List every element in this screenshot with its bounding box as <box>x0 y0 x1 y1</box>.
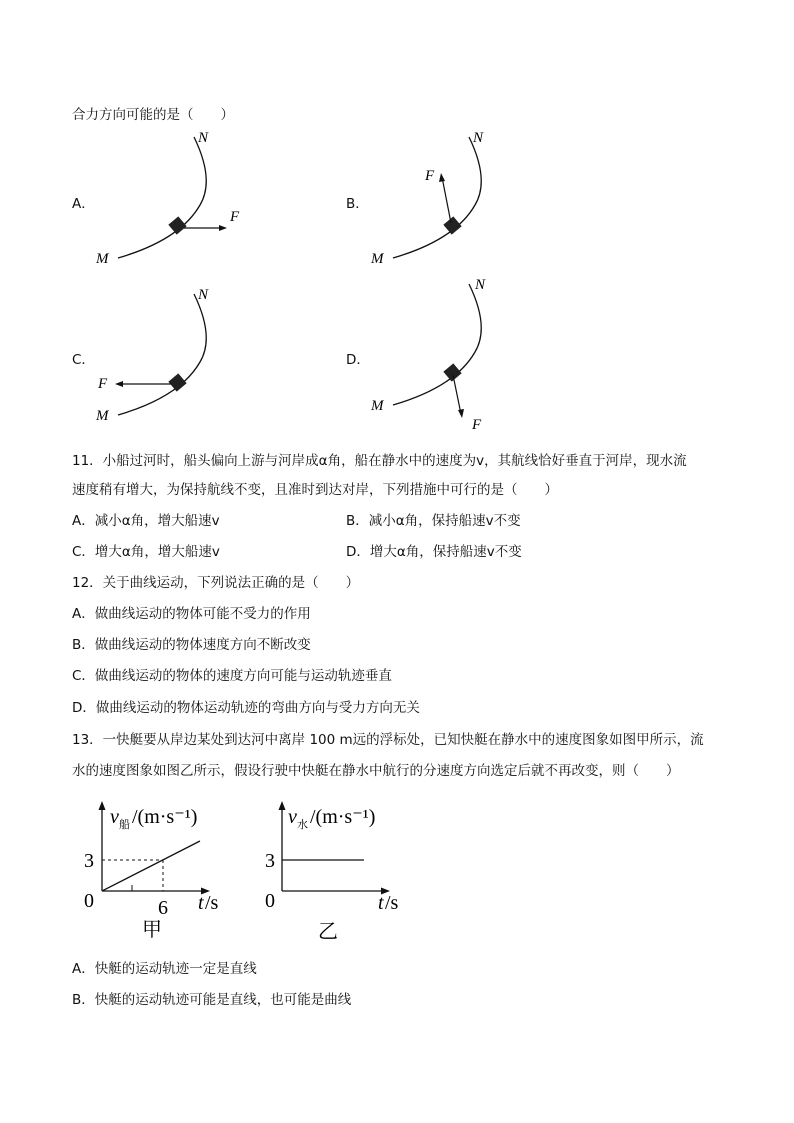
trajectory-curve <box>118 294 206 415</box>
y-axis-arrowhead-icon <box>279 801 286 810</box>
object-block <box>168 373 186 391</box>
force-label: F <box>425 168 435 184</box>
q10-option-c-figure <box>90 282 260 427</box>
graph-caption: 甲 <box>142 917 162 941</box>
q11-option-b: B．减小α角，保持船速v不变 <box>346 513 521 529</box>
point-m-label: M <box>371 251 384 267</box>
q13-stem-line2: 水的速度图象如图乙所示，假设行驶中快艇在静水中航行的分速度方向选定后就不再改变，则（ ） <box>72 763 680 779</box>
x-axis-symbol: t <box>198 892 204 914</box>
q10-stem-tail: 合力方向可能的是（ ） <box>72 107 234 123</box>
q13-option-a: A．快艇的运动轨迹一定是直线 <box>72 961 257 977</box>
q13-stem-line1: 13．一快艇要从岸边某处到达河中离岸 100 m远的浮标处，已知快艇在静水中的速度图象如图甲所示，流 <box>72 732 704 748</box>
force-label: F <box>230 209 240 225</box>
q11-stem-line1: 11．小船过河时，船头偏向上游与河岸成α角，船在静水中的速度为v，其航线恰好垂直于河岸，现水流 <box>72 453 687 469</box>
q11-option-a: A．减小α角，增大船速v <box>72 513 220 529</box>
origin-label: 0 <box>84 890 94 912</box>
point-n-label: N <box>473 130 484 146</box>
point-m-label: M <box>96 251 109 267</box>
force-arrow <box>442 177 451 223</box>
origin-label: 0 <box>265 890 275 912</box>
point-m-label: M <box>96 408 109 424</box>
x-axis-unit: /s <box>205 892 219 914</box>
y-tick-label: 3 <box>84 850 94 872</box>
point-n-label: N <box>198 287 209 303</box>
y-axis-unit: /(m·s⁻¹) <box>132 806 198 828</box>
q13-option-b: B．快艇的运动轨迹可能是直线，也可能是曲线 <box>72 992 352 1008</box>
object-block <box>443 216 461 234</box>
point-m-label: M <box>371 398 384 414</box>
y-tick-label: 3 <box>265 850 275 872</box>
trajectory-curve <box>393 137 481 258</box>
y-axis-subscript: 船 <box>119 818 130 831</box>
q12-option-a: A．做曲线运动的物体可能不受力的作用 <box>72 606 311 622</box>
q11-option-d: D．增大α角，保持船速v不变 <box>346 544 522 560</box>
arrowhead-icon <box>458 409 464 418</box>
x-axis-symbol: t <box>378 892 384 914</box>
y-axis-arrowhead-icon <box>99 801 106 810</box>
arrowhead-icon <box>219 225 227 231</box>
trajectory-curve <box>393 284 481 405</box>
q10-option-a-label: A． <box>72 196 95 212</box>
point-n-label: N <box>198 130 209 146</box>
x-tick-label: 6 <box>158 897 168 919</box>
q12-option-c: C．做曲线运动的物体的速度方向可能与运动轨迹垂直 <box>72 668 392 684</box>
arrowhead-icon <box>439 173 445 182</box>
q10-option-b-label: B． <box>346 196 369 212</box>
q12-stem: 12．关于曲线运动，下列说法正确的是（ ） <box>72 575 360 591</box>
q10-option-a-figure <box>90 125 260 270</box>
y-axis-symbol: v <box>288 806 297 828</box>
q10-option-d-label: D． <box>346 352 370 368</box>
q10-option-d-figure <box>365 272 535 432</box>
y-axis-unit: /(m·s⁻¹) <box>310 806 376 828</box>
arrowhead-icon <box>115 381 123 387</box>
graph-jia <box>80 795 250 945</box>
y-axis-subscript: 水 <box>297 818 308 831</box>
q12-option-d: D．做曲线运动的物体运动轨迹的弯曲方向与受力方向无关 <box>72 700 420 716</box>
q11-option-c: C．增大α角，增大船速v <box>72 544 220 560</box>
q12-option-b: B．做曲线运动的物体速度方向不断改变 <box>72 637 311 653</box>
object-block <box>168 216 186 234</box>
force-label: F <box>472 417 482 432</box>
graph-caption: 乙 <box>318 919 338 943</box>
object-block <box>443 363 461 381</box>
velocity-line <box>102 841 200 891</box>
trajectory-curve <box>118 137 206 258</box>
point-n-label: N <box>475 277 486 293</box>
q10-option-b-figure <box>365 125 535 270</box>
graph-yi <box>262 795 412 945</box>
q10-option-c-label: C． <box>72 352 95 368</box>
x-axis-unit: /s <box>385 892 399 914</box>
q11-stem-line2: 速度稍有增大，为保持航线不变，且准时到达对岸，下列措施中可行的是（ ） <box>72 482 558 498</box>
force-arrow <box>453 375 461 414</box>
y-axis-symbol: v <box>110 806 119 828</box>
force-label: F <box>98 376 108 392</box>
